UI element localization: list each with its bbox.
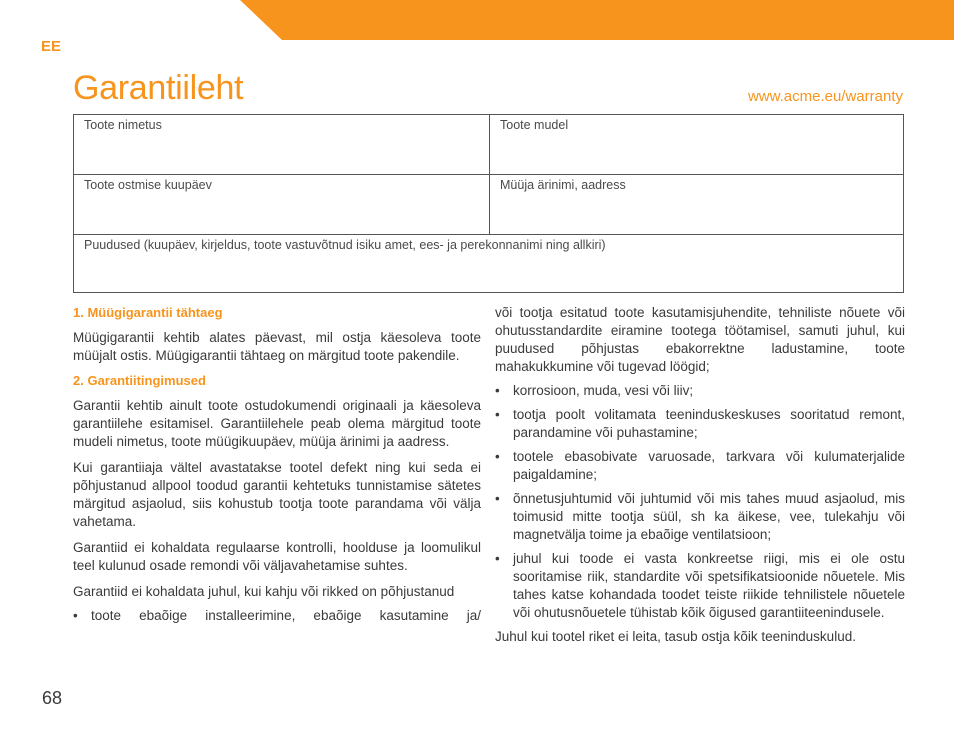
section-2-paragraph-1: Garantii kehtib ainult toote ostudokumendi originaali ja käesoleva garantiilehe esitamisel. Garantiilehele peab olema märgitud toote mudeli nimetus, toote müügikuupäev, müüja ärinimi ja aadress.: [73, 398, 481, 449]
bullet-text: juhul kui toode ei vasta konkreetse riigi, mis ei ole ostu sooritamise riik, standardite või spetsifikatsioonide nõuetele. Mis tahes katse kohandada toodet teiste riikide tehnilistele nõuetele või ohutusnõuetele tühistab kõik õigused garantiiteenindusele.: [513, 551, 905, 620]
bullet-mark: •: [495, 491, 500, 506]
bullet-text: õnnetusjuhtumid või juhtumid või mis tahes muud asjaolud, mis toimusid mitte tootja süül, sh ka äikese, vee, tulekahju või magnetvälja toime ja ebaõige ventilatsioon;: [513, 491, 905, 542]
closing-paragraph: Juhul kui tootel riket ei leita, tasub ostja kõik teeninduskulud.: [495, 629, 856, 644]
bullet-text: tootja poolt volitamata teeninduskeskuses sooritatud remont, parandamine või puhastamine;: [513, 407, 905, 440]
section-2-paragraph-3: Garantiid ei kohaldata regulaarse kontrolli, hoolduse ja loomulikul teel kulunud osade remondi või väljavahetamise suhtes.: [73, 540, 481, 573]
defects-field[interactable]: Puudused (kuupäev, kirjeldus, toote vastuvõtnud isiku amet, ees- ja perekonnanimi ning allkiri): [84, 238, 606, 252]
page-title: Garantiileht: [73, 69, 244, 107]
section-2-paragraph-2: Kui garantiiaja vältel avastatakse tootel defekt ning kui seda ei põhjustanud allpool toodud garantii kehtetuks tunnistamise sätetes märgitud asjaolud, siis kohustub tootja toote parandama või välja vahetama.: [73, 460, 481, 529]
section-1-paragraph: Müügigarantii kehtib alates päevast, mil ostja käesoleva toote müüjalt ostis. Müügigarantii tähtaeg on märgitud toote pakendile.: [73, 330, 481, 363]
bullet-mark: •: [495, 551, 500, 566]
bullet-text: toote ebaõige installeerimine, ebaõige kasutamine ja/: [91, 608, 481, 623]
list-item: [495, 382, 905, 400]
bullet-mark: •: [495, 449, 500, 464]
orange-banner: [0, 0, 954, 40]
list-item: [495, 550, 905, 622]
list-item: [73, 607, 481, 625]
bullet-mark: •: [495, 407, 500, 422]
section-1-heading: 1. Müügigarantii tähtaeg: [73, 305, 223, 320]
list-item: [495, 406, 905, 442]
section-2-paragraph-4: Garantiid ei kohaldata juhul, kui kahju või rikked on põhjustanud: [73, 584, 455, 599]
page-number: 68: [42, 688, 63, 708]
product-name-field[interactable]: Toote nimetus: [74, 115, 490, 175]
warranty-form: [73, 114, 904, 293]
bullet-mark: •: [495, 383, 500, 398]
seller-field[interactable]: Müüja ärinimi, aadress: [490, 175, 903, 235]
list-item: [495, 448, 905, 484]
product-model-field[interactable]: Toote mudel: [490, 115, 903, 175]
bullet-text: tootele ebasobivate varuosade, tarkvara või kulumaterjalide paigaldamine;: [513, 449, 905, 482]
purchase-date-field[interactable]: Toote ostmise kuupäev: [74, 175, 490, 235]
right-column: [495, 304, 905, 646]
bullet-text: korrosioon, muda, vesi või liiv;: [513, 383, 694, 398]
warranty-url-link[interactable]: www.acme.eu/warranty: [747, 88, 903, 105]
section-2-heading: 2. Garantiitingimused: [73, 373, 206, 388]
bullet-mark: •: [73, 608, 78, 623]
language-code: EE: [41, 38, 62, 55]
left-column: [73, 304, 481, 625]
list-item: [495, 490, 905, 544]
bullet-continuation: või tootja esitatud toote kasutamisjuhendite, tehniliste nõuete või ohutusstandardite eiramine tootega töötamisel, samuti juhul, kui puudused põhjustas ebakorrektne ladustamine, toote mahakukkumine või tugevad löögid;: [495, 305, 905, 374]
